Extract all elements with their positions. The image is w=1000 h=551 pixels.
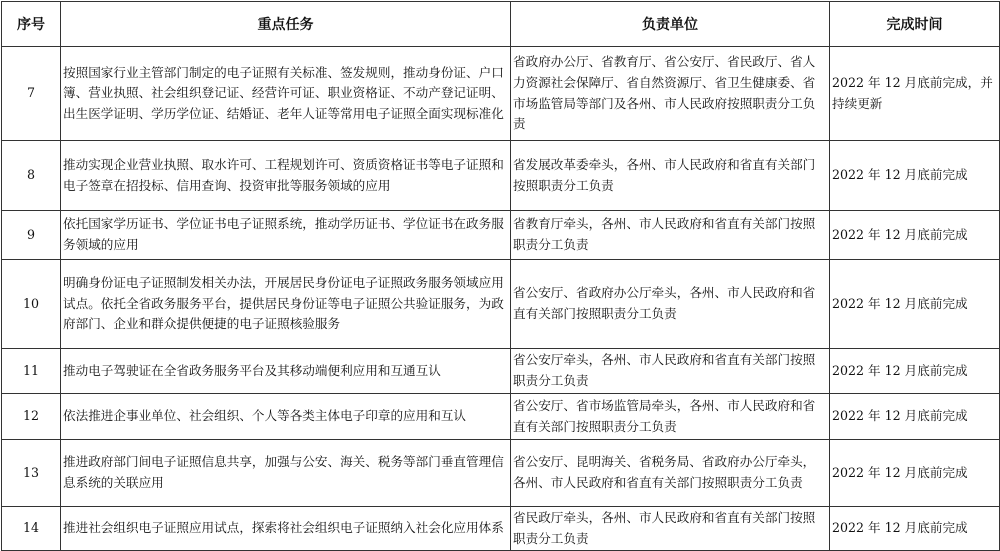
time-cell: 2022 年 12 月底前完成 — [830, 211, 1000, 260]
unit-cell: 省教育厅牵头，各州、市人民政府和省直有关部门按照职责分工负责 — [511, 211, 830, 260]
task-cell: 推进社会组织电子证照应用试点，探索将社会组织电子证照纳入社会化应用体系 — [61, 507, 511, 551]
time-cell: 2022 年 12 月底前完成 — [830, 141, 1000, 211]
task-cell: 按照国家行业主管部门制定的电子证照有关标准、签发规则，推动身份证、户口簿、营业执照、社会组织登记证、经营许可证、职业资格证、不动产登记证明、出生医学证明、学历学位证、结婚证、老年人证等常用电子证照全面实现标准化 — [61, 47, 511, 141]
time-cell: 2022 年 12 月底前完成，并持续更新 — [830, 47, 1000, 141]
row-number: 7 — [2, 47, 61, 141]
table-row — [2, 507, 1000, 551]
header-task: 重点任务 — [61, 2, 511, 47]
row-number: 12 — [2, 394, 61, 440]
header-time: 完成时间 — [830, 2, 1000, 47]
task-cell: 推动实现企业营业执照、取水许可、工程规划许可、资质资格证书等电子证照和电子签章在招投标、信用查询、投资审批等服务领域的应用 — [61, 141, 511, 211]
unit-cell: 省发展改革委牵头，各州、市人民政府和省直有关部门按照职责分工负责 — [511, 141, 830, 211]
task-cell: 明确身份证电子证照制发相关办法，开展居民身份证电子证照政务服务领域应用试点。依托全省政务服务平台，提供居民身份证等电子证照公共验证服务，为政府部门、企业和群众提供便捷的电子证照核验服务 — [61, 260, 511, 349]
header-no: 序号 — [2, 2, 61, 47]
task-cell: 依托国家学历证书、学位证书电子证照系统，推动学历证书、学位证书在政务服务领域的应用 — [61, 211, 511, 260]
task-cell: 推动电子驾驶证在全省政务服务平台及其移动端便利应用和互通互认 — [61, 349, 511, 394]
table-row — [2, 141, 1000, 211]
table-row — [2, 260, 1000, 349]
row-number: 10 — [2, 260, 61, 349]
time-cell: 2022 年 12 月底前完成 — [830, 260, 1000, 349]
row-number: 11 — [2, 349, 61, 394]
task-table — [1, 1, 1000, 551]
time-cell: 2022 年 12 月底前完成 — [830, 349, 1000, 394]
header-row — [2, 2, 1000, 47]
row-number: 13 — [2, 440, 61, 507]
unit-cell: 省政府办公厅、省教育厅、省公安厅、省民政厅、省人力资源社会保障厅、省自然资源厅、省卫生健康委、省市场监管局等部门及各州、市人民政府按照职责分工负责 — [511, 47, 830, 141]
table-row — [2, 211, 1000, 260]
task-cell: 依法推进企事业单位、社会组织、个人等各类主体电子印章的应用和互认 — [61, 394, 511, 440]
unit-cell: 省公安厅、昆明海关、省税务局、省政府办公厅牵头，各州、市人民政府和省直有关部门按照职责分工负责 — [511, 440, 830, 507]
table-row — [2, 440, 1000, 507]
row-number: 8 — [2, 141, 61, 211]
table-row — [2, 47, 1000, 141]
unit-cell: 省公安厅、省政府办公厅牵头，各州、市人民政府和省直有关部门按照职责分工负责 — [511, 260, 830, 349]
task-cell: 推进政府部门间电子证照信息共享，加强与公安、海关、税务等部门垂直管理信息系统的关联应用 — [61, 440, 511, 507]
row-number: 9 — [2, 211, 61, 260]
time-cell: 2022 年 12 月底前完成 — [830, 507, 1000, 551]
unit-cell: 省公安厅牵头，各州、市人民政府和省直有关部门按照职责分工负责 — [511, 349, 830, 394]
table-row — [2, 394, 1000, 440]
row-number: 14 — [2, 507, 61, 551]
table-row — [2, 349, 1000, 394]
time-cell: 2022 年 12 月底前完成 — [830, 440, 1000, 507]
unit-cell: 省民政厅牵头，各州、市人民政府和省直有关部门按照职责分工负责 — [511, 507, 830, 551]
unit-cell: 省公安厅、省市场监管局牵头，各州、市人民政府和省直有关部门按照职责分工负责 — [511, 394, 830, 440]
time-cell: 2022 年 12 月底前完成 — [830, 394, 1000, 440]
header-unit: 负责单位 — [511, 2, 830, 47]
